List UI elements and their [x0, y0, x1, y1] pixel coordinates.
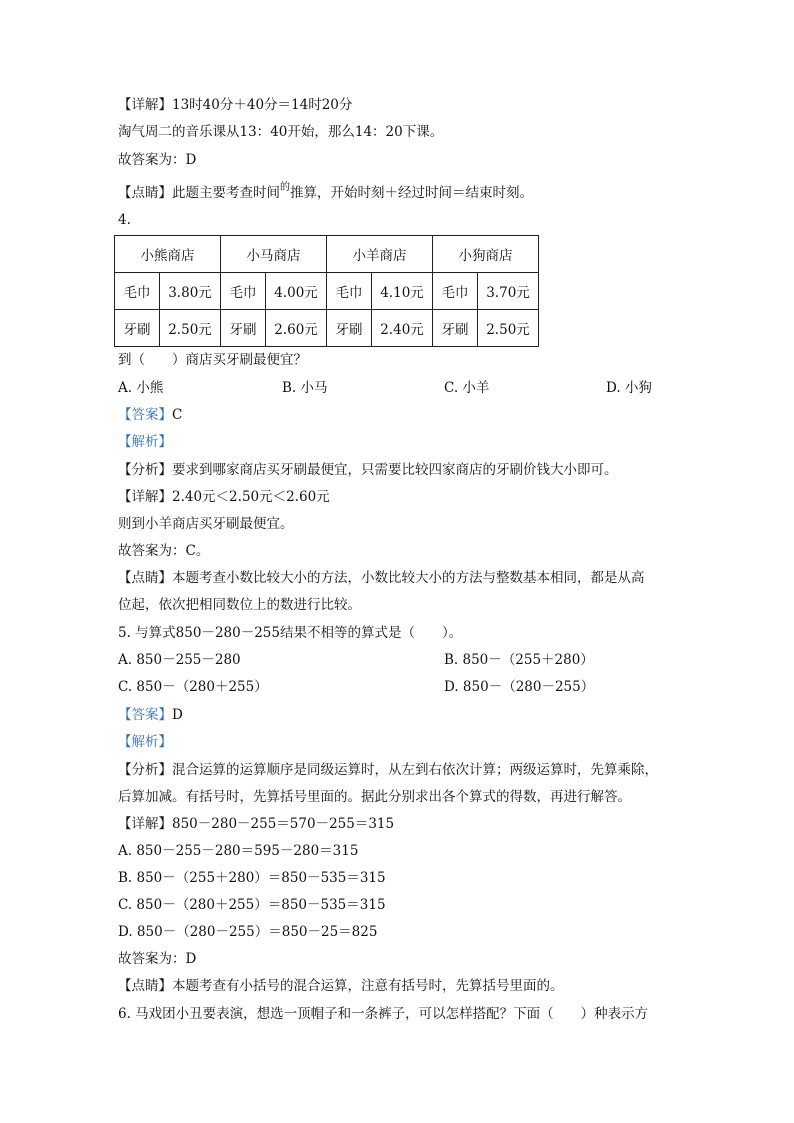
q5-comment: 【点睛】本题考查有小括号的混合运算，注意有括号时，先算括号里面的。 [118, 978, 564, 994]
item-cell: 毛巾 [221, 273, 266, 310]
item-cell: 毛巾 [327, 273, 372, 310]
q5-step-c: C. 850－（280＋255）＝850－535＝315 [118, 897, 386, 913]
q5-answer-line: 故答案为：D [118, 951, 197, 967]
shop-header: 小马商店 [221, 236, 327, 273]
q5-answer: 【答案】D [118, 707, 183, 723]
price-cell: 3.80元 [160, 273, 221, 310]
q3-explanation: 淘气周二的音乐课从13：40开始，那么14：20下课。 [118, 124, 444, 140]
table-row [115, 310, 539, 347]
q5-analyze-cont: 后算加减。有括号时，先算括号里面的。据此分别求出各个算式的得数，再进行解答。 [118, 789, 631, 805]
q5-analyze: 【分析】混合运算的运算顺序是同级运算时，从左到右依次计算；两级运算时，先算乘除， [118, 762, 658, 778]
item-cell: 牙刷 [221, 310, 266, 347]
item-cell: 牙刷 [115, 310, 160, 347]
item-cell: 牙刷 [433, 310, 478, 347]
q3-detail: 【详解】13时40分＋40分＝14时20分 [118, 97, 353, 113]
price-cell: 2.50元 [160, 310, 221, 347]
item-cell: 牙刷 [327, 310, 372, 347]
q6-question: 6. 马戏团小丑要表演，想选一顶帽子和一条裤子，可以怎样搭配？下面（ ）种表示方 [118, 1006, 649, 1022]
q5-option-d: D. 850－（280－255） [444, 679, 595, 695]
q5-question: 5. 与算式850－280－255结果不相等的算式是（ ）。 [118, 625, 463, 641]
q5-option-b: B. 850－（255＋280） [444, 652, 594, 668]
price-cell: 2.40元 [372, 310, 433, 347]
q4-answer: 【答案】C [118, 407, 183, 423]
item-cell: 毛巾 [115, 273, 160, 310]
q4-analysis-heading: 【解析】 [118, 434, 172, 450]
q5-analysis-heading: 【解析】 [118, 734, 172, 750]
q4-option-a: A. 小熊 [118, 380, 164, 396]
q5-step-b: B. 850－（255＋280）＝850－535＝315 [118, 870, 386, 886]
q5-option-a: A. 850－255－280 [118, 652, 241, 668]
q4-detail: 【详解】2.40元＜2.50元＜2.60元 [118, 489, 330, 505]
price-cell: 3.70元 [478, 273, 539, 310]
price-cell: 2.50元 [478, 310, 539, 347]
q3-answer-line: 故答案为：D [118, 152, 197, 168]
q5-detail: 【详解】850－280－255＝570－255＝315 [118, 816, 395, 832]
q4-number: 4. [118, 212, 131, 228]
q4-option-d: D. 小狗 [606, 380, 652, 396]
shop-price-table [114, 235, 539, 347]
q4-question: 到（ ）商店买牙刷最便宜？ [118, 352, 307, 368]
price-cell: 2.60元 [266, 310, 327, 347]
q4-answer-line: 故答案为：C。 [118, 543, 210, 559]
item-cell: 毛巾 [433, 273, 478, 310]
q5-step-a: A. 850－255－280＝595－280＝315 [118, 843, 359, 859]
shop-header: 小狗商店 [433, 236, 539, 273]
q4-comment-cont: 位起，依次把相同数位上的数进行比较。 [118, 597, 361, 613]
shop-header: 小熊商店 [115, 236, 221, 273]
q4-option-c: C. 小羊 [444, 380, 490, 396]
shop-header: 小羊商店 [327, 236, 433, 273]
table-row [115, 236, 539, 273]
q5-option-c: C. 850－（280＋255） [118, 679, 268, 695]
price-cell: 4.00元 [266, 273, 327, 310]
table-row [115, 273, 539, 310]
q4-option-b: B. 小马 [282, 380, 328, 396]
q3-comment: 【点睛】此题主要考查时间$^的$推算，开始时刻＋经过时间＝结束时刻。 [118, 182, 533, 201]
q4-analyze: 【分析】要求到哪家商店买牙刷最便宜，只需要比较四家商店的牙刷价钱大小即可。 [118, 462, 618, 478]
q4-conclusion: 则到小羊商店买牙刷最便宜。 [118, 516, 294, 532]
price-cell: 4.10元 [372, 273, 433, 310]
q4-comment: 【点睛】本题考查小数比较大小的方法，小数比较大小的方法与整数基本相同，都是从高 [118, 570, 645, 586]
q5-step-d: D. 850－（280－255）＝850－25＝825 [118, 924, 378, 940]
